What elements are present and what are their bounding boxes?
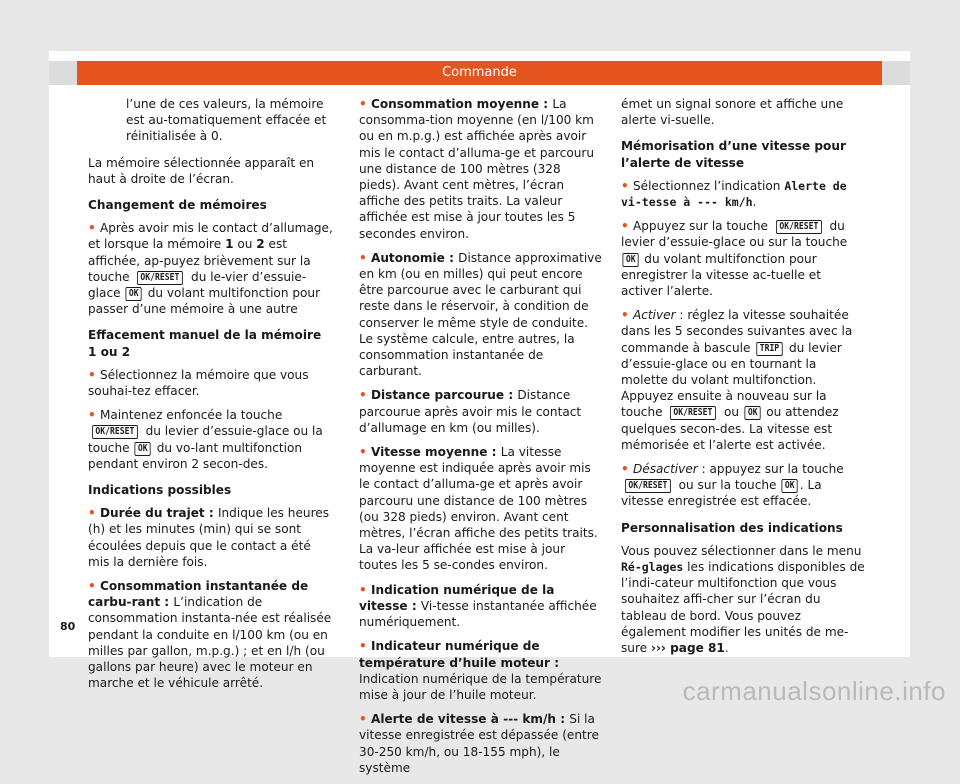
ok-key-icon: OK	[782, 479, 799, 493]
speed-alert-item: • Alerte de vitesse à --- km/h : Si la vitesse enregistrée est dépassée (entre 30-250 km/h, ou 18-155 mph), le système	[359, 711, 604, 776]
okreset-key-icon: OK/RESET	[137, 271, 183, 285]
memory-position-text: La mémoire sélectionnée apparaît en haut à droite de l’écran.	[88, 155, 315, 186]
okreset-key-icon: OK/RESET	[92, 425, 138, 439]
ok-key-icon: OK	[744, 406, 761, 420]
instant-consumption-item: • Consommation instantanée de carbu-rant : L’indication de consommation instanta-née est réalisée pendant la conduite en l/100 km (ou en milles par gallon, m.p.g.) ; et en l/h (ou gallons par heure) avec le moteur en marche et le véhicule arrêté.	[88, 578, 333, 691]
alert-continuation-text: émet un signal sonore et affiche une alerte vi-suelle.	[621, 97, 844, 128]
select-indication-step: • Sélectionnez l’indication Alerte de vi-tesse à --- km/h.	[621, 178, 866, 210]
ok-key-icon: OK	[622, 253, 639, 267]
range-item: • Autonomie : Distance approximative en km (ou en milles) qui peut encore être parcourue avec le carburant qui reste dans le réservoir, à condition de conserver le même style de conduite. Le système calcule, entre autres, la consommation instantanée de carburant.	[359, 250, 604, 380]
press-key-step: • Appuyez sur la touche OK/RESET du levier d’essuie-glace ou sur la touche OK du volant multifonction pour enregistrer la vitesse ac-tuelle et activer l’alerte.	[621, 218, 866, 299]
ok-key-icon: OK	[135, 442, 152, 456]
heading-erase-memory: Effacement manuel de la mémoire 1 ou 2	[88, 328, 322, 359]
section-header: Commande	[77, 61, 882, 85]
trip-duration-item: • Durée du trajet : Indique les heures (h) et les minutes (min) qui se sont écoulées depuis que le contact a été mis la dernière fois.	[88, 505, 333, 570]
page-81-link[interactable]: ››› page 81	[650, 641, 725, 656]
avg-consumption-item: • Consommation moyenne : La consomma-tion moyenne (en l/100 km ou en m.p.g.) est affichée après avoir mis le contact d’alluma-ge et parcouru une distance de 100 mètres (328 pieds). Avant cent mètres, l’écran affiche des petits traits. La valeur affichée est mise à jour toutes les 5 secondes environ.	[359, 96, 604, 242]
erase-step-2: • Maintenez enfoncée la touche OK/RESET du levier d’essuie-glace ou la touche OK du vo-lant multifonction pendant environ 2 secon-des.	[88, 407, 333, 472]
change-memory-bullet: • Après avoir mis le contact d’allumage, et lorsque la mémoire 1 ou 2 est affichée, ap-puyez brièvement sur la touche OK/RESET du le-vier d’essuie-glace OK du volant multifonction pour passer d’une mémoire à une autre	[88, 220, 333, 317]
heading-indications: Indications possibles	[88, 483, 232, 498]
watermark-logo: carmanualsonline.info	[682, 676, 946, 706]
memory-reset-text: l’une de ces valeurs, la mémoire est au-tomatiquement effacée et réinitialisée à 0.	[126, 97, 327, 144]
okreset-key-icon: OK/RESET	[670, 406, 716, 420]
okreset-key-icon: OK/RESET	[625, 479, 671, 493]
heading-customize: Personnalisation des indications	[621, 520, 843, 535]
column-2	[359, 96, 604, 784]
column-3	[621, 96, 866, 666]
customize-text: Vous pouvez sélectionner dans le menu Ré-glages les indications disponibles de l’indi-cateur multifonction que vous souhaitez affi-cher sur l’écran du tableau de bord. Vous pouvez également modifier les unités de me-sure ››› page 81.	[621, 543, 865, 656]
heading-store-speed: Mémorisation d’une vitesse pour l’alerte de vitesse	[621, 139, 846, 170]
distance-item: • Distance parcourue : Distance parcourue après avoir mis le contact d’allumage en km (ou milles).	[359, 387, 604, 436]
avg-speed-item: • Vitesse moyenne : La vitesse moyenne est indiquée après avoir mis le contact d’alluma-ge et après avoir parcouru une distance de 100 mètres (ou 328 pieds) environ. Avant cent mètres, l’écran affiche des petits traits. La va-leur affichée est mise à jour toutes les 5 se-condes environ.	[359, 444, 604, 574]
digital-speed-item: • Indication numérique de la vitesse : Vi-tesse instantanée affichée numériquement.	[359, 582, 604, 631]
page-number: 80	[60, 620, 76, 633]
column-1	[88, 96, 333, 702]
heading-change-memory: Changement de mémoires	[88, 198, 267, 213]
deactivate-step: • Désactiver : appuyez sur la touche OK/RESET ou sur la touche OK . La vitesse enregistrée est effacée.	[621, 461, 866, 510]
ok-key-icon: OK	[126, 287, 143, 301]
okreset-key-icon: OK/RESET	[776, 220, 822, 234]
trip-key-icon: TRIP	[757, 342, 783, 356]
erase-step-1: • Sélectionnez la mémoire que vous souhai-tez effacer.	[88, 367, 333, 399]
oil-temp-item: • Indicateur numérique de température d’huile moteur : Indication numérique de la température mise à jour de l’huile moteur.	[359, 638, 604, 703]
activate-step: • Activer : réglez la vitesse souhaitée dans les 5 secondes suivantes avec la commande à bascule TRIP du levier d’essuie-glace ou en tournant la molette du volant multifonction. Appuyez ensuite à nouveau sur la touche OK/RESET ou OK ou attendez quelques secon-des. La vitesse est mémorisée et l’alerte est activée.	[621, 307, 866, 453]
